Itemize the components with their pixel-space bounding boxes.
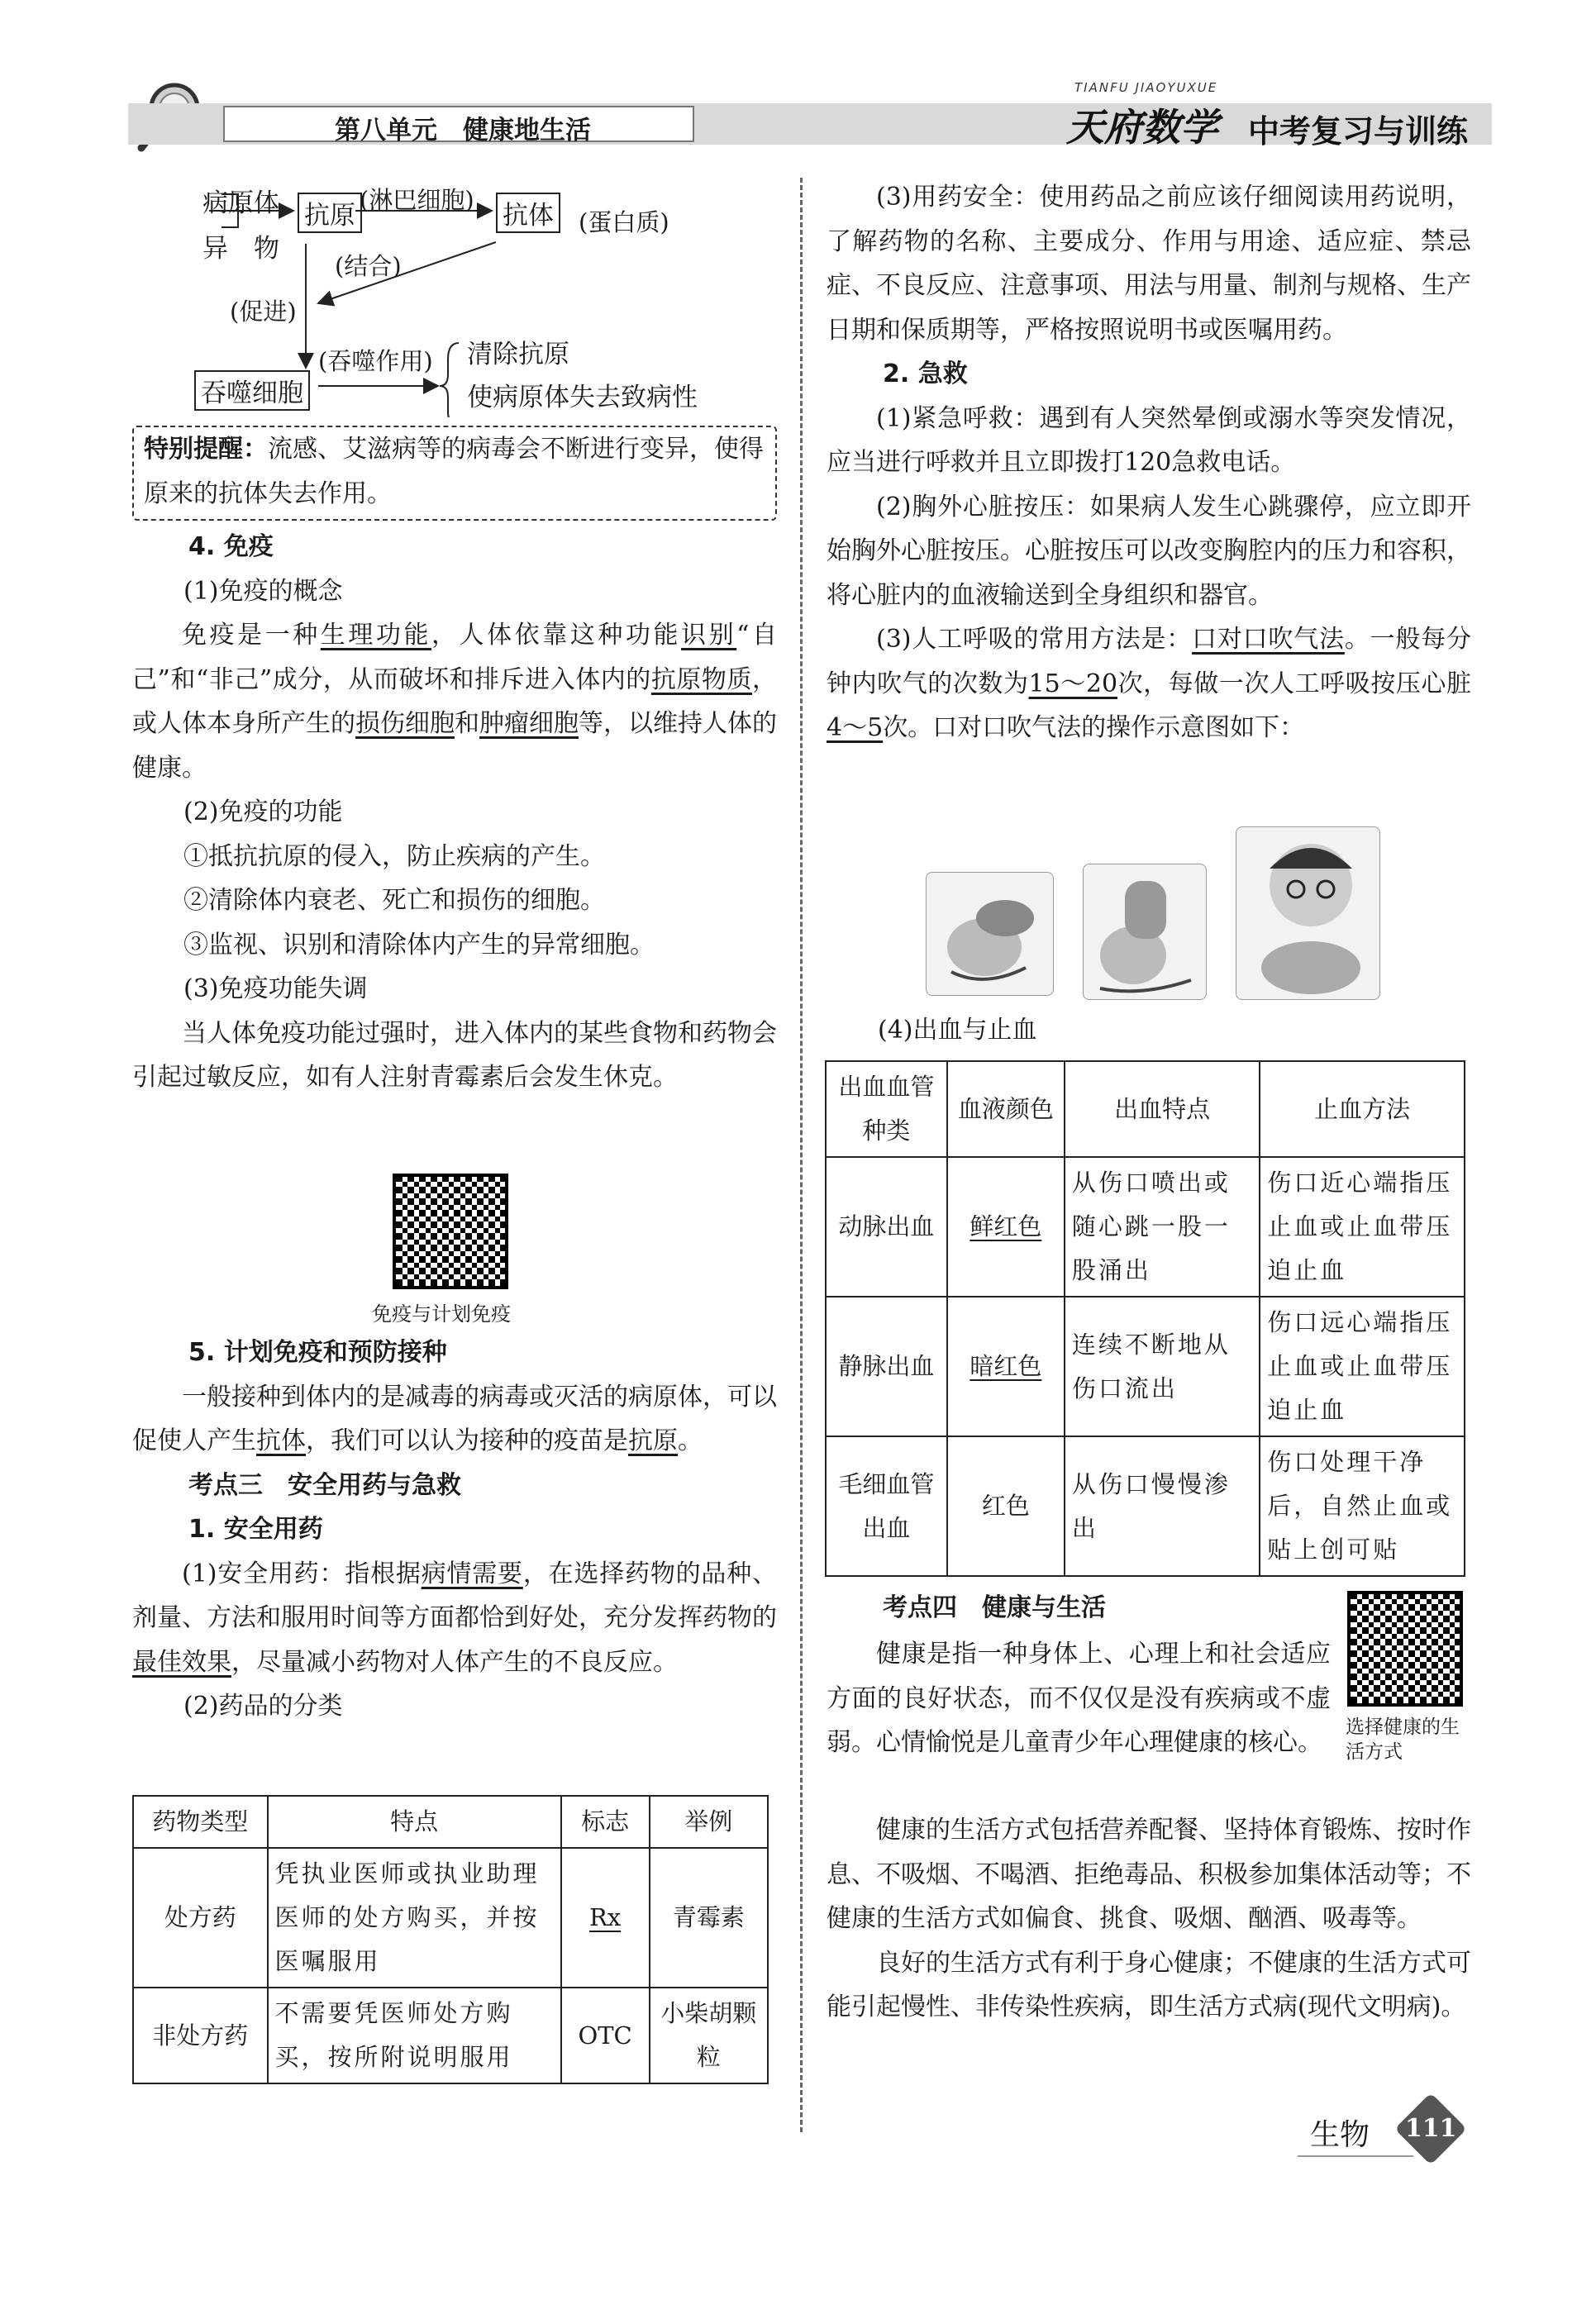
immunity-disorder-heading: (3)免疫功能失调 bbox=[183, 974, 368, 1003]
outcome-disable: 使病原体失去致病性 bbox=[467, 383, 698, 412]
protein-label: (蛋白质) bbox=[579, 208, 669, 236]
medicine-safety-text: (3)用药安全：使用药品之前应该仔细阅读用药说明，了解药物的名称、主要成分、作用与用途、适应症、禁忌症、不良反应、注意事项、用法与用量、制剂与规格、生产日期和保质期等，严格按照说明书或医嘱用药。 bbox=[827, 183, 1471, 345]
section-vaccination: 5. 计划免疫和预防接种 bbox=[188, 1338, 447, 1367]
qr-code-immunity[interactable] bbox=[393, 1174, 508, 1289]
bleeding-table bbox=[825, 1060, 1465, 1577]
footer-line bbox=[1298, 2155, 1413, 2157]
immune-diagram bbox=[132, 169, 777, 417]
rescue-figure-3 bbox=[1236, 826, 1380, 1000]
lymph-label: (淋巴细胞) bbox=[360, 186, 474, 214]
pathogen-label: 病原体 bbox=[202, 188, 279, 218]
qr-code-lifestyle[interactable] bbox=[1347, 1591, 1463, 1707]
immunity-function-heading: (2)免疫的功能 bbox=[183, 798, 343, 826]
table-row: 毛细血管出血 红色 从伤口慢慢渗出 伤口处理干净后，自然止血或贴上创可贴 bbox=[826, 1436, 1465, 1576]
reminder-text: 流感、艾滋病等的病毒会不断进行变异，使得原来的抗体失去作用。 bbox=[144, 435, 764, 508]
promote-label: (促进) bbox=[230, 298, 297, 326]
table-row: 处方药 凭执业医师或执业助理医师的处方购买，并按医嘱服用 Rx 青霉素 bbox=[133, 1848, 768, 1988]
header-unit-title: 第八单元 健康地生活 bbox=[335, 116, 591, 145]
immunity-function-1: ①抵抗抗原的侵入，防止疾病的产生。 bbox=[183, 841, 605, 871]
antibody-box: 抗体 bbox=[496, 193, 560, 233]
drug-classification-heading: (2)药品的分类 bbox=[183, 1692, 343, 1721]
combine-label: (结合) bbox=[335, 252, 402, 280]
bleeding-heading: (4)出血与止血 bbox=[878, 1016, 1037, 1045]
right-column-lower bbox=[827, 1808, 1471, 2030]
table-row: 非处方药 不需要凭医师处方购买，按所附说明服用 OTC 小柴胡颗粒 bbox=[133, 1988, 768, 2083]
header-brand-en: TIANFU JIAOYUXUE bbox=[1074, 80, 1218, 95]
artificial-respiration-text: (3)人工呼吸的常用方法是：口对口吹气法。一般每分钟内吹气的次数为15～20次，每做一次人工呼吸按压心脏4～5次。口对口吹气法的操作示意图如下： bbox=[827, 625, 1472, 742]
kaodian-4-title: 考点四 健康与生活 bbox=[883, 1593, 1106, 1622]
reminder-box bbox=[132, 426, 777, 521]
phagocytosis-label: (吞噬作用) bbox=[318, 347, 433, 375]
immunity-disorder-text: 当人体免疫功能过强时，进入体内的某些食物和药物会引起过敏反应，如有人注射青霉素后会发生休克。 bbox=[132, 1018, 777, 1092]
header-brand: 天府数学 bbox=[1066, 105, 1218, 150]
footer-subject: 生物 bbox=[1310, 2118, 1370, 2152]
immunity-function-2: ②清除体内衰老、死亡和损伤的细胞。 bbox=[183, 886, 605, 915]
section-first-aid: 2. 急救 bbox=[883, 359, 968, 388]
vaccination-text: 一般接种到体内的是减毒的病毒或灭活的病原体，可以促使人产生抗体，我们可以认为接种的疫苗是抗原。 bbox=[132, 1382, 777, 1455]
left-column-lower bbox=[132, 1331, 777, 1729]
left-column bbox=[132, 525, 777, 1100]
health-definition-text: 健康是指一种身体上、心理上和社会适应方面的良好状态，而不仅仅是没有疾病或不虚弱。心情愉悦是儿童青少年心理健康的核心。 bbox=[827, 1640, 1331, 1757]
phagocyte-box: 吞噬细胞 bbox=[194, 370, 310, 411]
section-immunity: 4. 免疫 bbox=[188, 532, 274, 561]
drug-table bbox=[132, 1795, 769, 2084]
rescue-figure-2 bbox=[1083, 864, 1207, 1000]
bleeding-table-header: 出血血管种类 血液颜色 出血特点 止血方法 bbox=[826, 1061, 1465, 1157]
foreign-label: 异 物 bbox=[202, 234, 279, 264]
emergency-call-text: (1)紧急呼救：遇到有人突然晕倒或溺水等突发情况，应当进行呼救并且立即拨打120急救电话。 bbox=[827, 403, 1471, 477]
table-row: 静脉出血 暗红色 连续不断地从伤口流出 伤口远心端指压止血或止血带压迫止血 bbox=[826, 1297, 1465, 1436]
reminder-label: 特别提醒： bbox=[144, 435, 268, 464]
lifestyle-text: 健康的生活方式包括营养配餐、坚持体育锻炼、按时作息、不吸烟、不喝酒、拒绝毒品、积极参加集体活动等；不健康的生活方式如偏食、挑食、吸烟、酗酒、吸毒等。 bbox=[827, 1816, 1471, 1933]
immunity-concept-text: 免疫是一种生理功能，人体依靠这种功能识别“自己”和“非己”成分，从而破坏和排斥进入体内的抗原物质，或人体本身所产生的损伤细胞和肿瘤细胞等，以维持人体的健康。 bbox=[132, 621, 778, 783]
safe-medicine-text: (1)安全用药：指根据病情需要，在选择药物的品种、剂量、方法和服用时间等方面都恰到好处，充分发挥药物的最佳效果，尽量减小药物对人体产生的不良反应。 bbox=[132, 1559, 778, 1677]
immunity-function-3: ③监视、识别和清除体内产生的异常细胞。 bbox=[183, 930, 655, 959]
antigen-box: 抗原 bbox=[298, 193, 362, 233]
section-safe-medicine: 1. 安全用药 bbox=[188, 1515, 323, 1544]
table-row: 动脉出血 鲜红色 从伤口喷出或随心跳一股一股涌出 伤口近心端指压止血或止血带压迫止血 bbox=[826, 1157, 1465, 1297]
header-subtitle: 中考复习与训练 bbox=[1248, 113, 1469, 150]
kaodian-3-title: 考点三 安全用药与急救 bbox=[188, 1470, 461, 1500]
cpr-text: (2)胸外心脏按压：如果病人发生心跳骤停，应立即开始胸外心脏按压。心脏按压可以改变胸腔内的压力和容积，将心脏内的血液输送到全身组织和器官。 bbox=[827, 492, 1471, 610]
column-divider bbox=[800, 178, 803, 2132]
qr-caption-immunity: 免疫与计划免疫 bbox=[372, 1302, 511, 1326]
immunity-concept-heading: (1)免疫的概念 bbox=[183, 576, 343, 606]
qr-caption-lifestyle: 选择健康的生活方式 bbox=[1346, 1716, 1460, 1763]
lifestyle-effect-text: 良好的生活方式有利于身心健康；不健康的生活方式可能引起慢性、非传染性疾病，即生活方式病(现代文明病)。 bbox=[827, 1948, 1471, 2021]
drug-table-header: 药物类型 特点 标志 举例 bbox=[133, 1796, 768, 1848]
page-number: 111 bbox=[1394, 2093, 1467, 2165]
right-column bbox=[827, 175, 1471, 750]
outcome-clear: 清除抗原 bbox=[467, 340, 569, 369]
rescue-figure-1 bbox=[926, 872, 1054, 996]
